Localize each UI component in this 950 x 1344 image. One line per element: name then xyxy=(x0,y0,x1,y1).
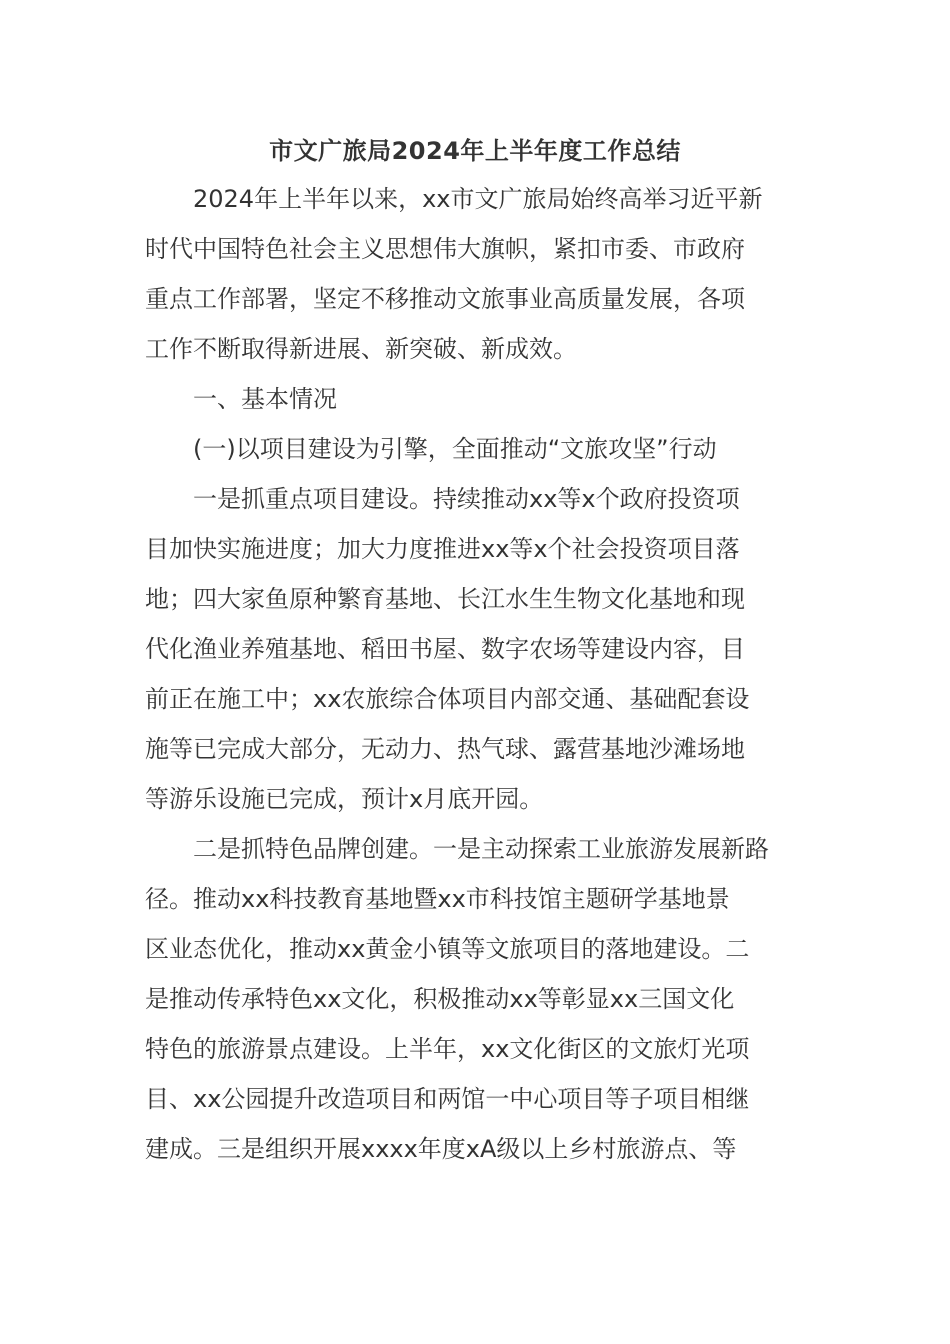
paragraph-line: 重点工作部署，坚定不移推动文旅事业高质量发展，各项 xyxy=(145,285,745,313)
paragraph-line: 建成。三是组织开展xxxx年度xA级以上乡村旅游点、等 xyxy=(145,1135,737,1163)
paragraph-line: 2024年上半年以来，xx市文广旅局始终高举习近平新 xyxy=(145,185,763,213)
paragraph-line: 前正在施工中；xx农旅综合体项目内部交通、基础配套设 xyxy=(145,685,750,713)
paragraph-line: 一是抓重点项目建设。持续推动xx等x个政府投资项 xyxy=(145,485,740,513)
paragraph-line: 特色的旅游景点建设。上半年，xx文化街区的文旅灯光项 xyxy=(145,1035,750,1063)
paragraph-line: 施等已完成大部分，无动力、热气球、露营基地沙滩场地 xyxy=(145,735,745,763)
paragraph-line: 时代中国特色社会主义思想伟大旗帜，紧扣市委、市政府 xyxy=(145,235,745,263)
paragraph-line: 是推动传承特色xx文化，积极推动xx等彰显xx三国文化 xyxy=(145,985,735,1013)
subsection-heading: (一)以项目建设为引擎，全面推动“文旅攻坚”行动 xyxy=(145,435,717,463)
paragraph-line: 目、xx公园提升改造项目和两馆一中心项目等子项目相继 xyxy=(145,1085,750,1113)
paragraph-line: 区业态优化，推动xx黄金小镇等文旅项目的落地建设。二 xyxy=(145,935,750,963)
paragraph-line: 地；四大家鱼原种繁育基地、长江水生生物文化基地和现 xyxy=(145,585,745,613)
paragraph-line: 代化渔业养殖基地、稻田书屋、数字农场等建设内容，目 xyxy=(145,635,745,663)
document-title: 市文广旅局2024年上半年度工作总结 xyxy=(269,137,681,165)
paragraph-line: 目加快实施进度；加大力度推进xx等x个社会投资项目落 xyxy=(145,535,740,563)
section-heading: 一、基本情况 xyxy=(145,385,337,413)
paragraph-line: 径。推动xx科技教育基地暨xx市科技馆主题研学基地景 xyxy=(145,885,730,913)
paragraph-line: 工作不断取得新进展、新突破、新成效。 xyxy=(145,335,577,363)
paragraph-line: 等游乐设施已完成，预计x月底开园。 xyxy=(145,785,544,813)
paragraph-line: 二是抓特色品牌创建。一是主动探索工业旅游发展新路 xyxy=(145,835,769,863)
